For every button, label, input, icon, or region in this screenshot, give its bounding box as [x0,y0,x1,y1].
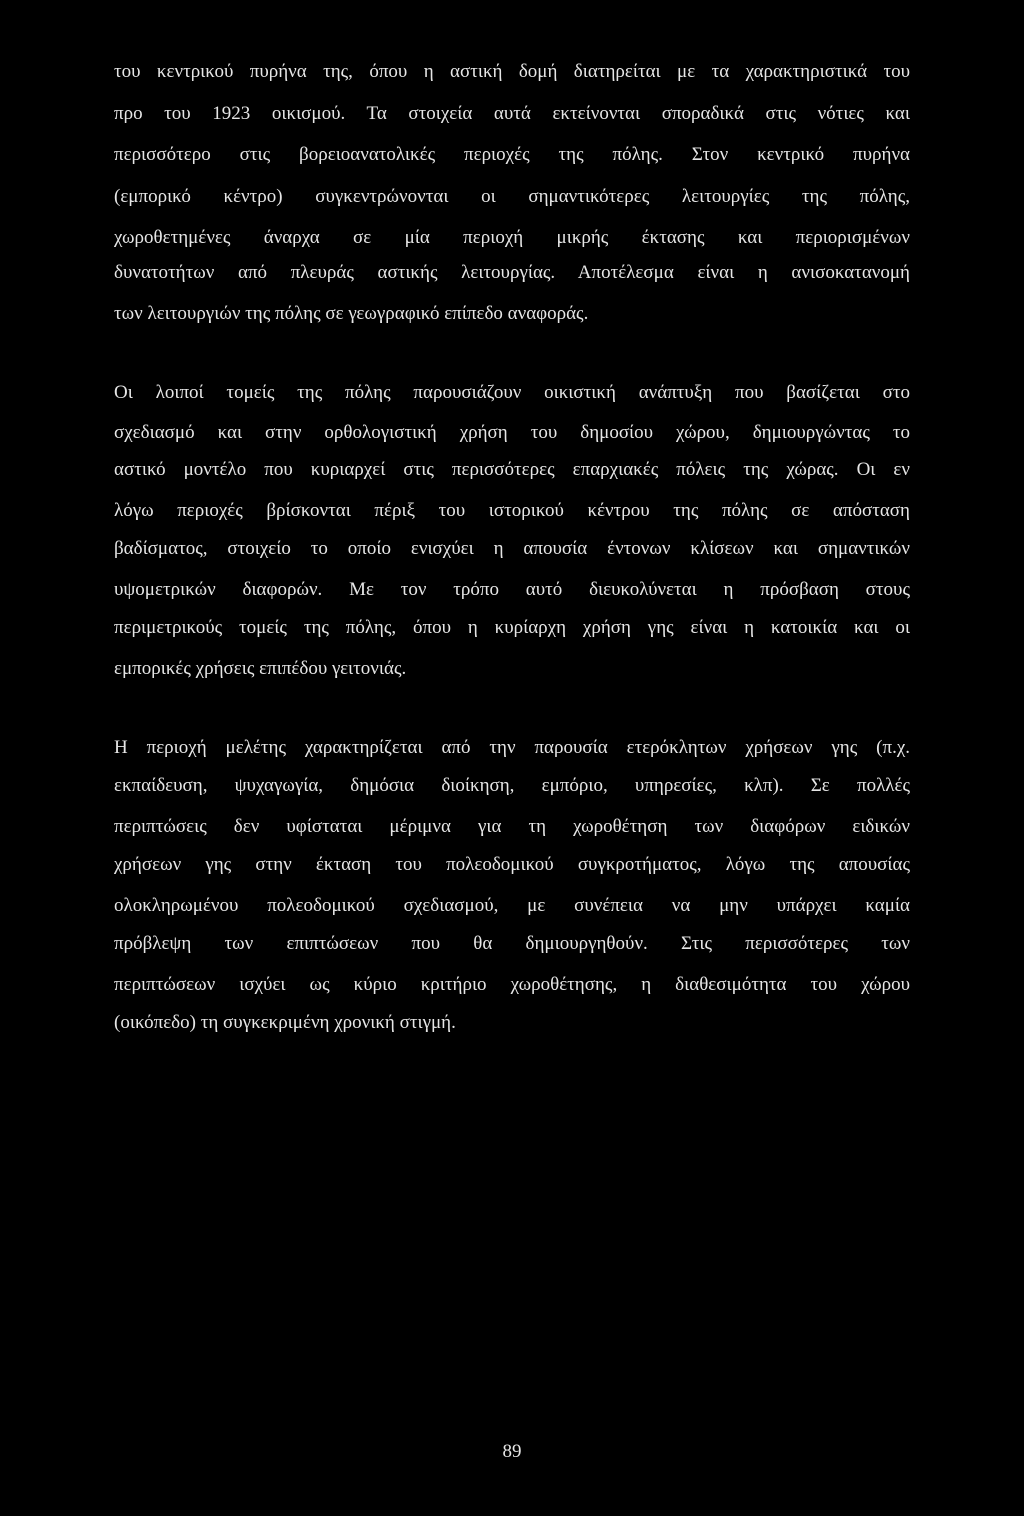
paragraph-3-line-3: περιπτώσεις δεν υφίσταται μέριμνα για τη χωροθέτηση των διαφόρων ειδικών [114,816,910,837]
paragraph-1-line-5: χωροθετημένες άναρχα σε μία περιοχή μικρής έκτασης και περιορισμένων [114,227,910,248]
paragraph-2-line-2: σχεδιασμό και στην ορθολογιστική χρήση του δημοσίου χώρου, δημιουργώντας το [114,422,910,443]
paragraph-1-line-6: δυνατοτήτων από πλευράς αστικής λειτουργίας. Αποτέλεσμα είναι η ανισοκατανομή [114,262,910,283]
paragraph-3-line-5: ολοκληρωμένου πολεοδομικού σχεδιασμού, με συνέπεια να μην υπάρχει καμία [114,895,910,916]
paragraph-2-line-7: περιμετρικούς τομείς της πόλης, όπου η κυρίαρχη χρήση γης είναι η κατοικία και οι [114,617,910,638]
paragraph-2-line-8: εμπορικές χρήσεις επιπέδου γειτονιάς. [114,658,407,679]
paragraph-1-line-7: των λειτουργιών της πόλης σε γεωγραφικό επίπεδο αναφοράς. [114,303,589,324]
paragraph-3-line-1: Η περιοχή μελέτης χαρακτηρίζεται από την παρουσία ετερόκλητων χρήσεων γης (π.χ. [114,737,910,758]
paragraph-2-line-4: λόγω περιοχές βρίσκονται πέριξ του ιστορικού κέντρου της πόλης σε απόσταση [114,500,910,521]
paragraph-2-line-3: αστικό μοντέλο που κυριαρχεί στις περισσότερες επαρχιακές πόλεις της χώρας. Οι εν [114,459,910,480]
paragraph-3-line-6: πρόβλεψη των επιπτώσεων που θα δημιουργηθούν. Στις περισσότερες των [114,933,910,954]
paragraph-2-line-1: Οι λοιποί τομείς της πόλης παρουσιάζουν οικιστική ανάπτυξη που βασίζεται στο [114,382,910,403]
paragraph-1-line-2: προ του 1923 οικισμού. Τα στοιχεία αυτά εκτείνονται σποραδικά στις νότιες και [114,103,910,124]
paragraph-1-line-4: (εμπορικό κέντρο) συγκεντρώνονται οι σημαντικότερες λειτουργίες της πόλης, [114,186,910,207]
paragraph-3-line-4: χρήσεων γης στην έκταση του πολεοδομικού συγκροτήματος, λόγω της απουσίας [114,854,910,875]
paragraph-2-line-5: βαδίσματος, στοιχείο το οποίο ενισχύει η απουσία έντονων κλίσεων και σημαντικών [114,538,910,559]
paragraph-1-line-1: του κεντρικού πυρήνα της, όπου η αστική δομή διατηρείται με τα χαρακτηριστικά του [114,61,910,82]
paragraph-1-line-3: περισσότερο στις βορειοανατολικές περιοχές της πόλης. Στον κεντρικό πυρήνα [114,144,910,165]
paragraph-2-line-6: υψομετρικών διαφορών. Με τον τρόπο αυτό διευκολύνεται η πρόσβαση στους [114,579,910,600]
paragraph-3-line-2: εκπαίδευση, ψυχαγωγία, δημόσια διοίκηση, εμπόριο, υπηρεσίες, κλπ). Σε πολλές [114,775,910,796]
paragraph-3-line-8: (οικόπεδο) τη συγκεκριμένη χρονική στιγμή. [114,1012,456,1033]
page-number: 89 [502,1441,522,1462]
paragraph-3-line-7: περιπτώσεων ισχύει ως κύριο κριτήριο χωροθέτησης, η διαθεσιμότητα του χώρου [114,974,910,995]
